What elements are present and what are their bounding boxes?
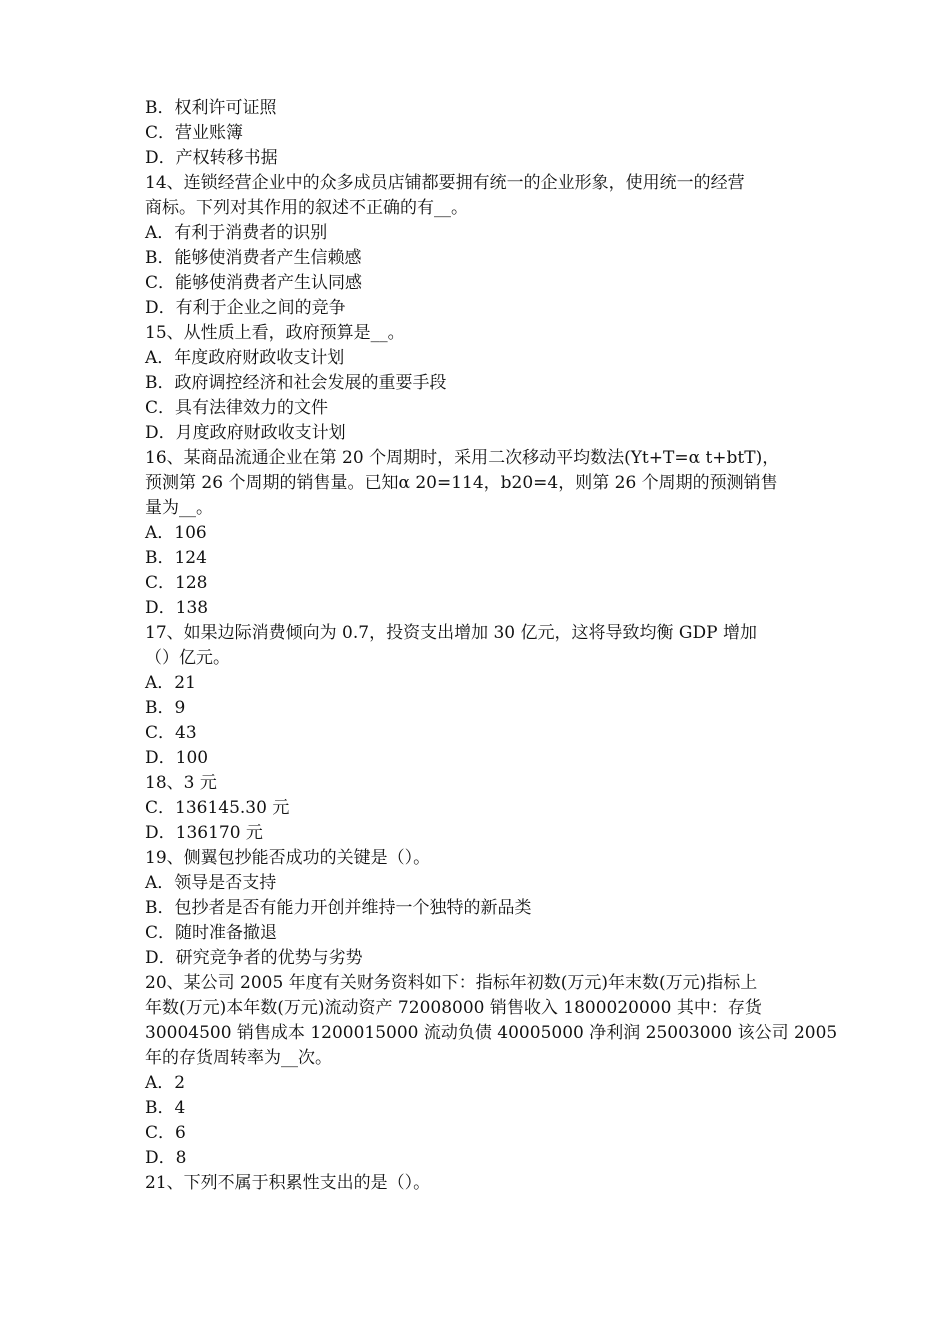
option-d: D．136170 元 [145, 823, 263, 843]
option-d: D．有利于企业之间的竞争 [145, 298, 346, 318]
option-c: C．随时准备撤退 [145, 923, 278, 943]
option-c: C．能够使消费者产生认同感 [145, 273, 363, 293]
option-d: D．138 [145, 598, 209, 618]
option-c: C．43 [145, 723, 197, 743]
question-16-line-3: 量为__。 [145, 498, 213, 518]
option-a: A．21 [145, 673, 196, 693]
question-18: 18、3 元 [145, 773, 217, 793]
option-b: B．4 [145, 1098, 186, 1118]
option-c: C．具有法律效力的文件 [145, 398, 329, 418]
question-21: 21、下列不属于积累性支出的是（）。 [145, 1173, 431, 1193]
question-20-line-1: 20、某公司 2005 年度有关财务资料如下：指标年初数(万元)年末数(万元)指标上 [145, 973, 758, 993]
document-page [145, 96, 838, 1196]
option-d: D．8 [145, 1148, 187, 1168]
option-a: A．领导是否支持 [145, 873, 277, 893]
option-b: B．政府调控经济和社会发展的重要手段 [145, 373, 447, 393]
option-b: B．9 [145, 698, 186, 718]
option-a: A．2 [145, 1073, 186, 1093]
question-14-line-2: 商标。下列对其作用的叙述不正确的有__。 [145, 198, 468, 218]
option-c: C．128 [145, 573, 208, 593]
option-c: C．营业账簿 [145, 123, 244, 143]
option-b: B．包抄者是否有能力开创并维持一个独特的新品类 [145, 898, 532, 918]
option-d: D．产权转移书据 [145, 148, 278, 168]
option-a: A．年度政府财政收支计划 [145, 348, 345, 368]
question-16-line-1: 16、某商品流通企业在第 20 个周期时，采用二次移动平均数法(Yt+T=α t+btT)， [145, 448, 780, 468]
question-16-line-2: 预测第 26 个周期的销售量。已知α 20=114，b20=4，则第 26 个周期的预测销售 [145, 473, 778, 493]
question-17-line-2: （）亿元。 [145, 648, 230, 668]
option-b: B．能够使消费者产生信赖感 [145, 248, 362, 268]
question-19: 19、侧翼包抄能否成功的关键是（）。 [145, 848, 431, 868]
question-14-line-1: 14、连锁经营企业中的众多成员店铺都要拥有统一的企业形象，使用统一的经营 [145, 173, 745, 193]
option-d: D．研究竞争者的优势与劣势 [145, 948, 363, 968]
question-20-line-2: 年数(万元)本年数(万元)流动资产 72008000 销售收入 1800020000 其中：存货 [145, 998, 762, 1018]
option-c: C．6 [145, 1123, 186, 1143]
question-15: 15、从性质上看，政府预算是__。 [145, 323, 405, 343]
question-20-line-3: 30004500 销售成本 1200015000 流动负债 40005000 净利润 25003000 该公司 2005 [145, 1023, 838, 1043]
option-a: A．106 [145, 523, 207, 543]
option-d: D．100 [145, 748, 209, 768]
option-c: C．136145.30 元 [145, 798, 290, 818]
option-d: D．月度政府财政收支计划 [145, 423, 346, 443]
option-a: A．有利于消费者的识别 [145, 223, 328, 243]
option-b: B．权利许可证照 [145, 98, 277, 118]
option-b: B．124 [145, 548, 207, 568]
question-17-line-1: 17、如果边际消费倾向为 0.7，投资支出增加 30 亿元，这将导致均衡 GDP 增加 [145, 623, 757, 643]
question-20-line-4: 年的存货周转率为__次。 [145, 1048, 332, 1068]
